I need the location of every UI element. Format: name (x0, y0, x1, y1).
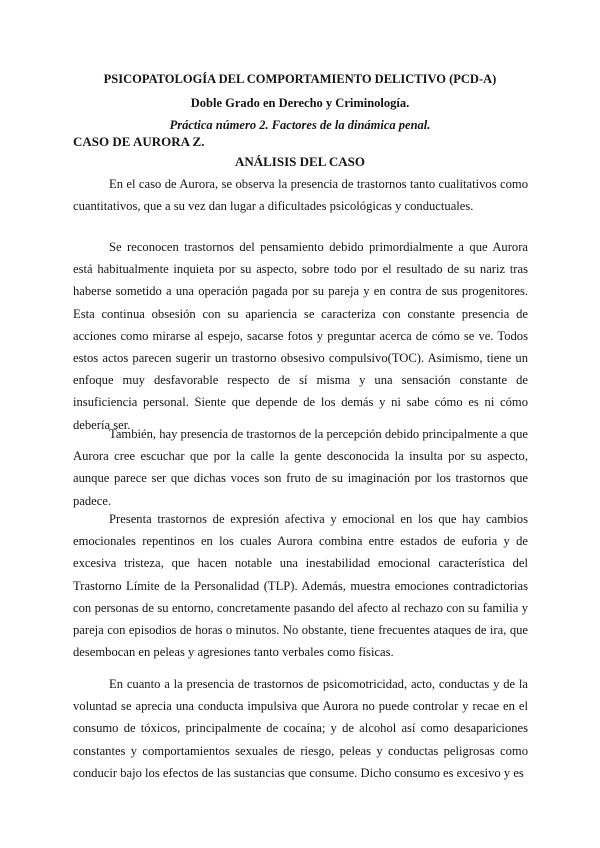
analysis-title: ANÁLISIS DEL CASO (234, 154, 366, 169)
paragraph-thought-disorders: Se reconocen trastornos del pensamiento debido primordialmente a que Aurora está habitualmente inquieta por su aspecto, sobre todo por el resultado de su nariz tras haberse sometido a una operación pagada por su pareja y en contra de sus progenitores. Esta continua obsesión con su apariencia se caracteriza con constante presencia de acciones como mirarse al espejo, sacarse fotos y preguntar acerca de cómo se ve. Todos estos actos parecen sugerir un trastorno obsesivo compulsivo(TOC). Asimismo, tiene un enfoque muy desfavorable respecto de sí misma y una sensación constante de insuficiencia personal. Siente que depende de los demás y ni sabe cómo es ni cómo debería ser. (73, 240, 528, 432)
practice-subtitle: Práctica número 2. Factores de la dinámica penal. (169, 118, 431, 132)
document-title: PSICOPATOLOGÍA DEL COMPORTAMIENTO DELICTIVO (PCD-A) (103, 72, 497, 86)
paragraph-perception-disorders: También, hay presencia de trastornos de la percepción debido principalmente a que Aurora cree escuchar que por la calle la gente desconocida la insulta por su aspecto, aunque parece ser que dichas voces son fruto de su imaginación por los trastornos que padece. (73, 427, 528, 508)
paragraph-psychomotor-disorders: En cuanto a la presencia de trastornos de psicomotricidad, acto, conductas y de la voluntad se aprecia una conducta impulsiva que Aurora no puede controlar y recae en el consumo de tóxicos, principalmente de cocaína; y de alcohol así como desapariciones constantes y comportamientos sexuales de riesgo, peleas y conductas peligrosas como conducir bajo los efectos de las sustancias que consume. Dicho consumo es excesivo y es (73, 677, 528, 780)
case-title: CASO DE AURORA Z. (73, 134, 205, 149)
paragraph-intro: En el caso de Aurora, se observa la presencia de trastornos tanto cualitativos como cuantitativos, que a su vez dan lugar a dificultades psicológicas y conductuales. (73, 177, 528, 214)
paragraph-affective-disorders: Presenta trastornos de expresión afectiva y emocional en los que hay cambios emocionales repentinos en los cuales Aurora combina entre estados de euforia y de excesiva tristeza, que hacen notable una inestabilidad emocional característica del Trastorno Límite de la Personalidad (TLP). Además, muestra emociones contradictorias con personas de su entorno, concretamente pasando del afecto al rechazo con su familia y pareja con episodios de horas o minutos. No obstante, tiene frecuentes ataques de ira, que desembocan en peleas y agresiones tanto verbales como físicas. (73, 512, 528, 660)
degree-subtitle: Doble Grado en Derecho y Criminología. (190, 96, 410, 110)
